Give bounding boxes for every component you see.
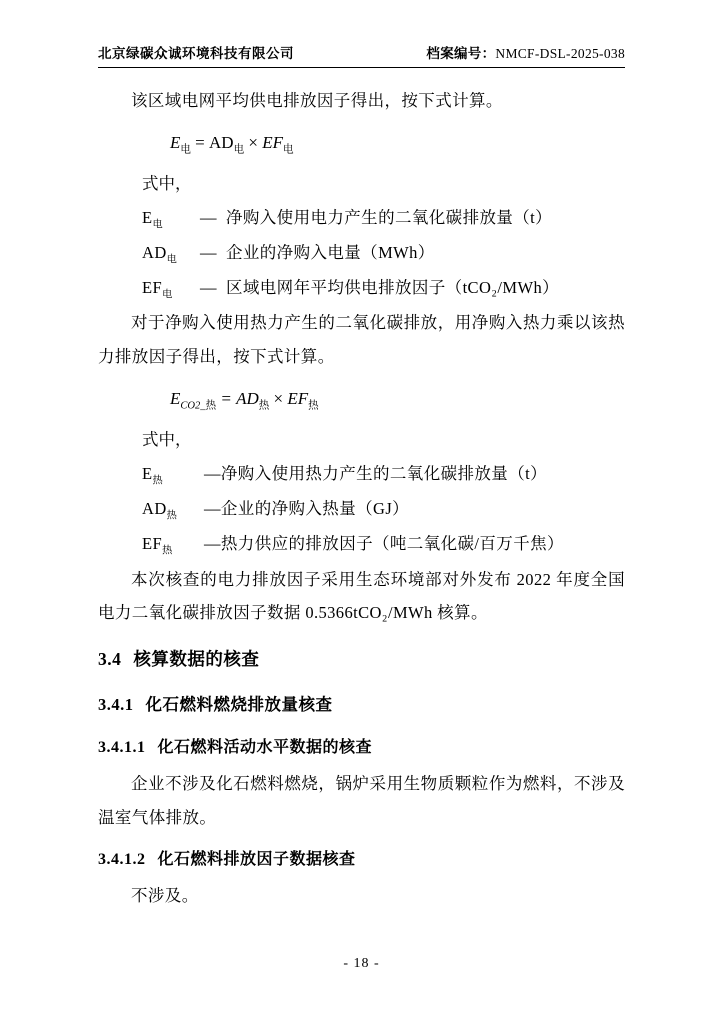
definition-text: 净购入使用电力产生的二氧化碳排放量（t） [225,207,553,227]
definition-dash: — [204,463,221,483]
definition-line [98,492,625,527]
heading-3-4-title: 核算数据的核查 [133,649,260,670]
paragraph-intro-electricity: 该区域电网平均供电排放因子得出，按下式计算。 [131,91,503,110]
definition-symbol [142,492,204,527]
definition-symbol-sub: 电 [152,218,164,230]
formula2-rhs1-symbol: AD [236,389,259,409]
formula1-equals: = [195,132,205,152]
heading-3-4-1-number: 3.4.1 [98,695,134,715]
archive-code: NMCF-DSL-2025-038 [495,46,625,61]
definition-symbol-sub: 电 [166,254,178,266]
formula1-rhs2-symbol: EF [262,132,283,152]
definition-text: 净购入使用热力产生的二氧化碳排放量（t） [220,463,547,483]
heading-3-4-1-1-number: 3.4.1.1 [98,738,146,756]
heading-3-4-1-2 [98,844,625,877]
formula2-lhs-symbol: E [170,389,181,409]
formula2-times: × [273,389,284,409]
heading-3-4-1-title: 化石燃料燃烧排放量核查 [145,695,333,715]
definition-line [98,236,625,271]
definition-symbol-sub: 热 [162,545,173,557]
header-company: 北京绿碳众诚环境科技有限公司 [98,46,294,61]
formula2-lhs-subscript: CO [180,400,196,412]
page-header [98,42,625,68]
page-content [98,42,625,913]
definition-dash: — [200,278,217,298]
formula1-rhs1-symbol: AD [209,132,234,152]
formula1-rhs1-subscript: 电 [233,144,245,156]
heading-3-4-1-1-title: 化石燃料活动水平数据的核查 [157,738,373,756]
definition-dash: — [204,534,221,554]
definition-text: 企业的净购入热量（GJ） [220,499,410,519]
definition-text: 企业的净购入电量（MWh） [225,242,435,262]
definition-symbol-sub: 热 [166,510,178,522]
where-label-1: 式中， [142,173,192,193]
definition-symbol-sub: 热 [152,475,164,487]
heading-3-4-1-2-number: 3.4.1.2 [98,851,146,869]
page-number: - 18 - [343,956,380,971]
definition-text: 热力供应的排放因子（吨二氧化碳/百万千焦） [220,534,564,554]
definition-symbol-base: E [142,463,153,483]
definition-line [98,201,625,236]
definition-symbol [142,271,200,306]
definition-symbol [142,527,204,562]
definition-symbol-sub: 电 [162,289,173,301]
definition-line [98,271,625,306]
definition-line [98,527,625,562]
formula-heat [98,382,625,417]
paragraph-3-4-1-1: 企业不涉及化石燃料燃烧，锅炉采用生物质颗粒作为燃料，不涉及温室气体排放。 [98,773,625,827]
definition-symbol-base: EF [142,534,163,554]
definition-dash: — [200,242,217,262]
definition-dash: — [204,499,221,519]
definition-text: 区域电网年平均供电排放因子（tCO₂/MWh） [225,278,560,298]
formula1-lhs-symbol: E [170,132,181,152]
definition-symbol [142,201,200,236]
definition-symbol-base: EF [142,278,163,298]
heading-3-4-1 [98,688,625,722]
formula2-lhs-subscript-3: _热 [200,400,217,412]
heading-3-4-1-2-title: 化石燃料排放因子数据核查 [157,851,356,869]
heading-3-4 [98,642,625,678]
paragraph-3-4-1-2: 不涉及。 [131,886,199,906]
paragraph-intro-heat: 对于净购入使用热力产生的二氧化碳排放，用净购入热力乘以该热力排放因子得出，按下式计算。 [98,313,625,367]
formula1-times: × [248,132,258,152]
paragraph-factor-source: 本次核查的电力排放因子采用生态环境部对外发布 2022 年度全国电力二氧化碳排放因子数据 0.5366tCO₂/MWh 核算。 [98,569,625,623]
heading-3-4-1-1 [98,732,625,765]
header-archive [426,42,625,62]
document-body [98,84,625,913]
definition-symbol-base: AD [142,242,167,262]
formula2-lhs-subscript-2: 2 [195,400,201,412]
formula2-equals: = [220,389,232,409]
formula-electricity [98,126,625,161]
definition-symbol-base: AD [142,499,167,519]
definition-dash: — [200,207,217,227]
definition-symbol [142,457,204,492]
formula1-rhs2-subscript: 电 [282,144,294,156]
formula1-lhs-subscript: 电 [180,144,191,156]
page-footer [0,956,723,972]
formula2-rhs1-subscript: 热 [258,400,270,412]
definition-symbol [142,236,200,271]
definition-line [98,457,625,492]
archive-label: 档案编号： [426,46,496,61]
where-label-2: 式中， [142,430,192,450]
definition-symbol-base: E [142,207,153,227]
heading-3-4-number: 3.4 [98,649,122,670]
formula2-rhs2-symbol: EF [287,389,309,409]
formula2-rhs2-subscript: 热 [308,400,319,412]
